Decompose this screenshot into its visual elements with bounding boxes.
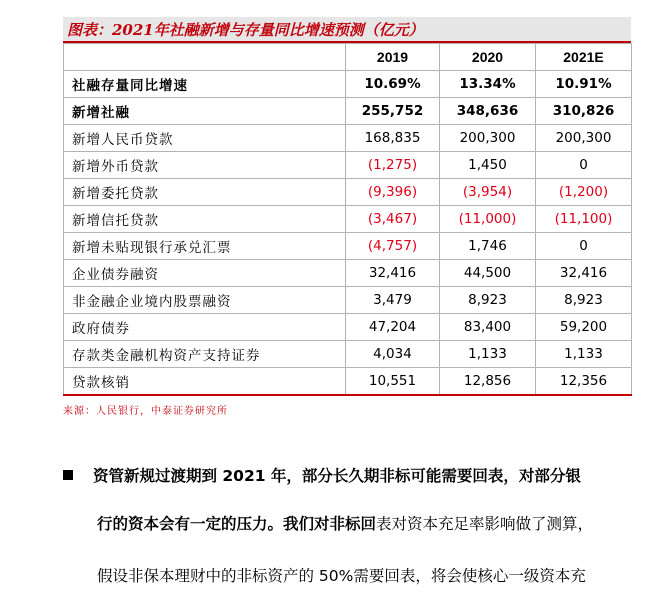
- value-cell: 200,300: [440, 125, 536, 152]
- value-cell: 10.69%: [346, 71, 440, 98]
- value-cell: 8,923: [440, 287, 536, 314]
- value-cell: 200,300: [536, 125, 632, 152]
- value-cell: 348,636: [440, 98, 536, 125]
- table-row: [64, 71, 632, 98]
- value-cell: 59,200: [536, 314, 632, 341]
- value-cell: 12,856: [440, 368, 536, 396]
- table-row: [64, 152, 632, 179]
- value-cell: 12,356: [536, 368, 632, 396]
- table-row: [64, 260, 632, 287]
- value-cell: 1,450: [440, 152, 536, 179]
- header-cell-2020: 2020: [440, 44, 536, 71]
- value-cell: 0: [536, 152, 632, 179]
- table-row: [64, 233, 632, 260]
- table-row: [64, 341, 632, 368]
- value-cell: 47,204: [346, 314, 440, 341]
- value-cell: (1,275): [346, 152, 440, 179]
- row-label: 新增外币贷款: [64, 152, 346, 179]
- paragraph-line-2-normal: 表对资本充足率影响做了测算，: [376, 515, 594, 533]
- value-cell: 8,923: [536, 287, 632, 314]
- value-cell: 83,400: [440, 314, 536, 341]
- table-row: [64, 314, 632, 341]
- paragraph-line-2: [97, 514, 665, 534]
- value-cell: 1,133: [440, 341, 536, 368]
- paragraph-line-2-bold: 行的资本会有一定的压力。我们对非标回: [97, 515, 377, 533]
- table-row: [64, 179, 632, 206]
- table-row: [64, 368, 632, 396]
- header-cell-2021e: 2021E: [536, 44, 632, 71]
- value-cell: 10,551: [346, 368, 440, 396]
- value-cell: 168,835: [346, 125, 440, 152]
- paragraph-line-3: 假设非保本理财中的非标资产的 50%需要回表，将会使核心一级资本充: [97, 567, 586, 585]
- row-label: 企业债券融资: [64, 260, 346, 287]
- table-row: [64, 287, 632, 314]
- row-label: 新增信托贷款: [64, 206, 346, 233]
- value-cell: 255,752: [346, 98, 440, 125]
- row-label: 新增人民币贷款: [64, 125, 346, 152]
- value-cell: 32,416: [536, 260, 632, 287]
- figure-title-bar: [63, 17, 631, 43]
- paragraph-line-1: [63, 466, 653, 486]
- paragraph-line-1-text: 资管新规过渡期到 2021 年，部分长久期非标可能需要回表，对部分银: [93, 467, 581, 485]
- value-cell: 310,826: [536, 98, 632, 125]
- table-header-row: [64, 44, 632, 71]
- value-cell: 44,500: [440, 260, 536, 287]
- header-cell-blank: [64, 44, 346, 71]
- value-cell: (4,757): [346, 233, 440, 260]
- row-label: 贷款核销: [64, 368, 346, 396]
- value-cell: 1,133: [536, 341, 632, 368]
- value-cell: 0: [536, 233, 632, 260]
- value-cell: 32,416: [346, 260, 440, 287]
- data-table: [63, 43, 632, 396]
- table-row: [64, 206, 632, 233]
- figure-title: 图表：2021年社融新增与存量同比增速预测（亿元）: [67, 21, 424, 39]
- row-label: 新增委托贷款: [64, 179, 346, 206]
- row-label: 新增社融: [64, 98, 346, 125]
- value-cell: (3,954): [440, 179, 536, 206]
- value-cell: (9,396): [346, 179, 440, 206]
- value-cell: 10.91%: [536, 71, 632, 98]
- row-label: 非金融企业境内股票融资: [64, 287, 346, 314]
- value-cell: 13.34%: [440, 71, 536, 98]
- header-cell-2019: 2019: [346, 44, 440, 71]
- value-cell: 4,034: [346, 341, 440, 368]
- bullet-square-icon: [63, 470, 73, 480]
- value-cell: (11,100): [536, 206, 632, 233]
- table-row: [64, 125, 632, 152]
- value-cell: (3,467): [346, 206, 440, 233]
- source-note: 来源：人民银行，中泰证券研究所: [63, 406, 228, 417]
- table-row: [64, 98, 632, 125]
- row-label: 社融存量同比增速: [64, 71, 346, 98]
- value-cell: 3,479: [346, 287, 440, 314]
- row-label: 政府债券: [64, 314, 346, 341]
- row-label: 新增未贴现银行承兑汇票: [64, 233, 346, 260]
- row-label: 存款类金融机构资产支持证券: [64, 341, 346, 368]
- value-cell: (11,000): [440, 206, 536, 233]
- value-cell: 1,746: [440, 233, 536, 260]
- value-cell: (1,200): [536, 179, 632, 206]
